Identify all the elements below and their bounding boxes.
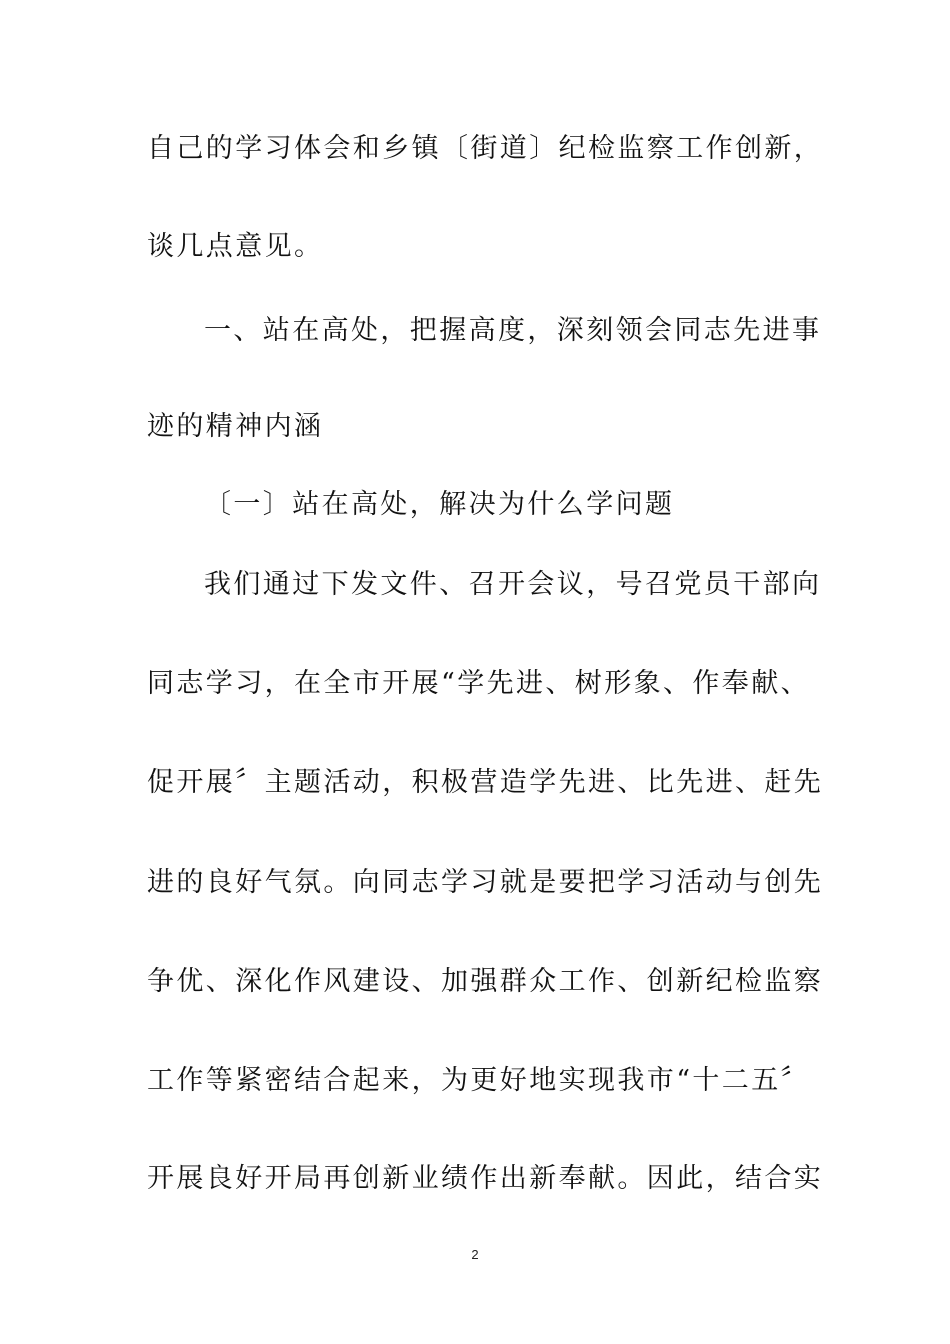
page-number: 2 [471, 1247, 479, 1262]
paragraph-line: 进的良好气氛。向同志学习就是要把学习活动与创先 [147, 867, 824, 898]
paragraph-line: 工作等紧密结合起来，为更好地实现我市“十二五〞 [147, 1065, 811, 1096]
paragraph-line: 同志学习，在全市开展“学先进、树形象、作奉献、 [147, 668, 811, 699]
section-heading-continued: 迹的精神内涵 [147, 411, 324, 442]
paragraph-line: 促开展〞主题活动，积极营造学先进、比先进、赶先 [147, 767, 824, 798]
body-text-line: 自己的学习体会和乡镇〔街道〕纪检监察工作创新， [147, 133, 824, 164]
paragraph-line: 开展良好开局再创新业绩作出新奉献。因此，结合实 [147, 1163, 824, 1194]
subsection-heading: 〔一〕站在高处，解决为什么学问题 [204, 489, 675, 520]
paragraph-line: 争优、深化作风建设、加强群众工作、创新纪检监察 [147, 966, 824, 997]
section-heading: 一、站在高处，把握高度，深刻领会同志先进事 [204, 315, 822, 346]
paragraph-line: 我们通过下发文件、召开会议，号召党员干部向 [204, 569, 822, 600]
body-text-line: 谈几点意见。 [147, 231, 324, 262]
